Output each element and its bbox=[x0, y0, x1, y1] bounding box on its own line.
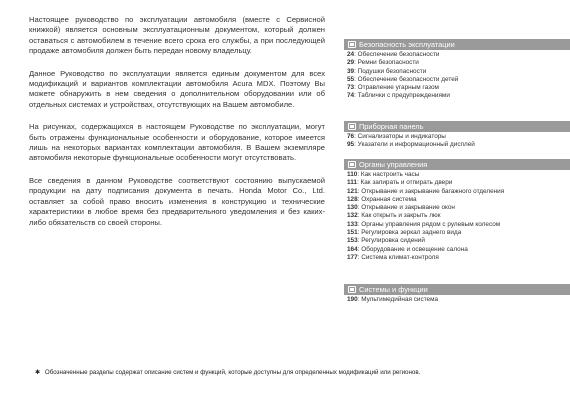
toc-item[interactable]: 164: Оборудование и освещение салона bbox=[347, 245, 468, 253]
toc-item[interactable]: 29: Ремни безопасности bbox=[347, 59, 419, 67]
toc-label: Отравление угарным газом bbox=[357, 84, 439, 92]
intro-paragraph: Все сведения в данном Руководстве соответствуют состоянию выпускаемой продукции на дату подписания документа в печать. Honda Motor Co., Ltd. оставляет за собой право вносить изменения в конструкцию и технические характеристики в любое время без предварительного уведомления и без каких-либо обязательств со своей стороны. bbox=[29, 175, 325, 227]
toc-item[interactable]: 39: Подушки безопасности bbox=[347, 67, 427, 75]
toc-label: Подушки безопасности bbox=[357, 67, 427, 75]
intro-paragraph: Данное Руководство по эксплуатации является единым документом для всех модификаций и вариантов комплектации автомобиля Acura MDX. Поэтому Вы можете обнаружить в нем сведения о дополнительном оборудовании или об отдельных системах и устройствах, отсутствующих на Вашем автомобиле. bbox=[29, 68, 325, 109]
book-icon bbox=[348, 286, 356, 293]
toc-label: Открывание и закрывание багажного отделения bbox=[361, 187, 505, 195]
section-header[interactable] bbox=[344, 159, 570, 170]
toc-page: 95 bbox=[347, 141, 355, 149]
toc-page: 190 bbox=[347, 296, 358, 303]
toc-item[interactable]: 76: Сигнализаторы и индикаторы bbox=[347, 133, 446, 140]
intro-paragraph: На рисунках, содержащихся в настоящем Руководстве по эксплуатации, могут быть отражены функциональные особенности и оборудование, которое имеется лишь на некоторых вариантах комплектации автомобиля. В Вашем экземпляре автомобиля некоторые функциональные особенности могут отсутствовать. bbox=[29, 122, 325, 163]
book-icon bbox=[348, 161, 356, 168]
toc-item[interactable]: 190: Мультимедийная система bbox=[347, 296, 439, 303]
toc-page: 74 bbox=[347, 92, 355, 100]
toc-label: Охранная система bbox=[361, 195, 417, 203]
toc-item[interactable]: 128: Охранная система bbox=[347, 195, 417, 203]
section-header[interactable] bbox=[344, 39, 570, 50]
toc-label: Система климат-контроля bbox=[361, 253, 439, 261]
toc-label: Органы управления рядом с рулевым колесом bbox=[361, 220, 501, 228]
toc-item[interactable]: 132: Как открыть и закрыть люк bbox=[347, 212, 441, 220]
section-title: Приборная панель bbox=[359, 122, 424, 131]
toc-label: Оборудование и освещение салона bbox=[361, 245, 468, 253]
toc-label: Как открыть и закрыть люк bbox=[361, 212, 441, 220]
toc-label: Мультимедийная система bbox=[361, 296, 439, 303]
footnote-text: Обозначенные разделы содержат описание систем и функций, которые доступны для определенных модификаций или регионов. bbox=[44, 369, 421, 376]
toc-label: Как настроить часы bbox=[360, 171, 420, 178]
toc-page: 39 bbox=[347, 67, 355, 75]
toc-item[interactable]: 110: Как настроить часы bbox=[347, 171, 420, 178]
toc-item[interactable]: 177: Система климат-контроля bbox=[347, 253, 439, 261]
toc-label: Указатели и информационный дисплей bbox=[357, 141, 475, 149]
toc-page: 121 bbox=[347, 187, 358, 195]
toc-page: 153 bbox=[347, 237, 358, 245]
toc-item[interactable]: 153: Регулировка сидений bbox=[347, 237, 425, 245]
toc-section-systems bbox=[344, 284, 570, 304]
toc-page: 130 bbox=[347, 204, 358, 212]
toc-item[interactable]: 73: Отравление угарным газом bbox=[347, 84, 439, 92]
toc-item[interactable]: 133: Органы управления рядом с рулевым колесом bbox=[347, 220, 501, 228]
toc-label: Открывание и закрывание окон bbox=[361, 204, 455, 212]
intro-paragraph: Настоящее руководство по эксплуатации автомобиля (вместе с Сервисной книжкой) является основным эксплуатационным документом, который должен оставаться с автомобилем в течение всего срока его службы, а при последующей продаже автомобиля должен быть передан новому владельцу. bbox=[29, 15, 325, 56]
toc-page: 151 bbox=[347, 229, 358, 237]
section-title: Органы управления bbox=[359, 160, 428, 169]
toc-item[interactable]: 121: Открывание и закрывание багажного отделения bbox=[347, 187, 505, 195]
toc-item[interactable]: 151: Регулировка зеркал заднего вида bbox=[347, 229, 462, 237]
book-icon bbox=[348, 123, 356, 130]
toc-label: Обеспечение безопасности детей bbox=[357, 75, 459, 83]
toc-item[interactable]: 111: Как запирать и отпирать двери bbox=[347, 179, 453, 187]
book-icon bbox=[348, 41, 356, 48]
section-header[interactable] bbox=[344, 121, 570, 132]
toc-page: 110 bbox=[347, 171, 358, 178]
toc-page: 132 bbox=[347, 212, 358, 220]
toc-page: 24 bbox=[347, 51, 355, 58]
toc-page: 111 bbox=[347, 179, 357, 187]
section-title: Системы и функции bbox=[359, 285, 428, 294]
toc-label: Таблички с предупреждениями bbox=[357, 92, 450, 100]
toc-item[interactable]: 74: Таблички с предупреждениями bbox=[347, 92, 450, 100]
toc-item[interactable]: 55: Обеспечение безопасности детей bbox=[347, 75, 459, 83]
toc-section-instrument-panel bbox=[344, 121, 570, 150]
toc-label: Как запирать и отпирать двери bbox=[360, 179, 453, 187]
footnote bbox=[35, 369, 420, 376]
toc-label: Сигнализаторы и индикаторы bbox=[357, 133, 446, 140]
section-header[interactable] bbox=[344, 284, 570, 295]
toc-item[interactable]: 130: Открывание и закрывание окон bbox=[347, 204, 455, 212]
toc-page: 133 bbox=[347, 220, 358, 228]
toc-section-safety bbox=[344, 39, 570, 101]
intro-text bbox=[29, 15, 325, 240]
toc-page: 29 bbox=[347, 59, 355, 67]
toc-item[interactable]: 95: Указатели и информационный дисплей bbox=[347, 141, 475, 149]
toc-page: 76 bbox=[347, 133, 355, 140]
star-icon: ✱ bbox=[35, 369, 41, 376]
toc-page: 55 bbox=[347, 75, 355, 83]
toc-page: 164 bbox=[347, 245, 358, 253]
toc-label: Регулировка зеркал заднего вида bbox=[361, 229, 462, 237]
toc-label: Ремни безопасности bbox=[357, 59, 419, 67]
toc-page: 177 bbox=[347, 253, 358, 261]
toc-section-controls bbox=[344, 159, 570, 262]
toc-item[interactable]: 24: Обеспечение безопасности bbox=[347, 51, 440, 58]
toc-page: 73 bbox=[347, 84, 355, 92]
toc-page: 128 bbox=[347, 195, 358, 203]
toc-label: Обеспечение безопасности bbox=[357, 51, 440, 58]
toc-label: Регулировка сидений bbox=[361, 237, 425, 245]
section-title: Безопасность эксплуатации bbox=[359, 40, 455, 49]
